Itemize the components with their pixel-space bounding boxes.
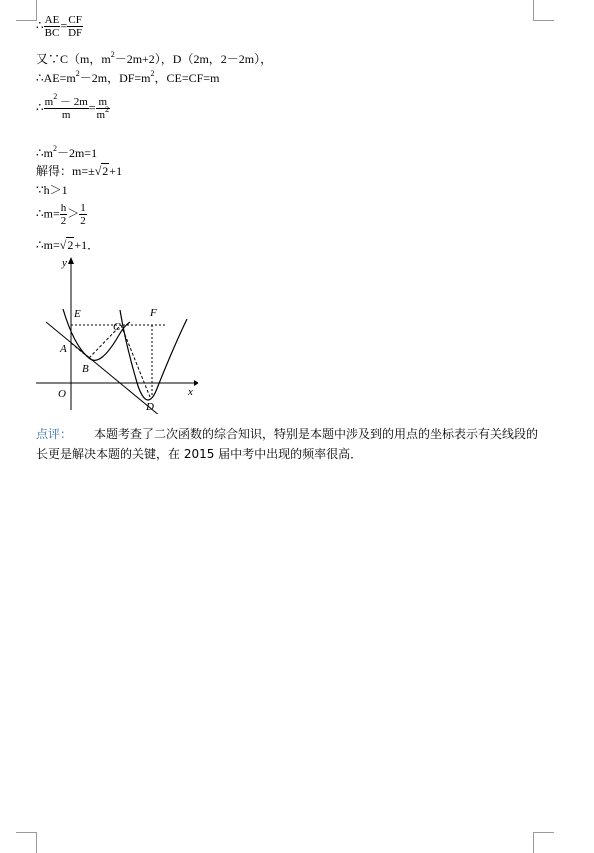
points-c-d-line: 又∵C（m，$m^2-2m+2$），D（2m，2－2m），: [36, 50, 273, 66]
fraction-left: $\frac{m^2 - 2m}{m}$: [44, 92, 88, 121]
sqrt-symbol: √2: [59, 238, 74, 252]
fraction-cf-df: $\frac{CF}{DF}$: [68, 14, 83, 39]
answer-line: ∴m=√2+1．: [36, 238, 100, 252]
label-e: E: [74, 308, 81, 320]
label-f: F: [150, 307, 157, 319]
segment-lengths-line: $\therefore AE=m^2-2m$，$DF=m^2$，CE=CF=m: [36, 69, 220, 85]
therefore-symbol: ∴: [36, 100, 44, 115]
label-a: A: [60, 343, 67, 355]
fraction-1-2: $\frac{1}{2}$: [80, 202, 86, 227]
comment-text: 本题考查了二次函数的综合知识，特别是本题中涉及到的用点的坐标表示有关线段的长更是解决本题的关键，在 2015 届中考中出现的频率很高．: [36, 427, 539, 461]
condition-line: ∵h＞1: [36, 183, 68, 197]
equation-ratio: ∴ $\frac{AE}{BC}$ = $\frac{CF}{DF}$: [36, 14, 83, 39]
page-corner-mark-bottom-right: [533, 832, 554, 853]
parabola-cd: [120, 310, 187, 400]
fraction-right: $\frac{m}{m^2}$: [96, 96, 110, 121]
equation-substituted: ∴ $\frac{m^2 - 2m}{m}$ = $\frac{m}{m^2}$: [36, 92, 110, 121]
comment-paragraph: [36, 424, 546, 464]
fraction-ae-bc: $\frac{AE}{BC}$: [44, 14, 60, 39]
parabola-figure: [34, 254, 198, 414]
solution-line: 解得：m=±√2+1: [36, 164, 123, 178]
line-ad: [46, 322, 160, 414]
inequality-line: ∴m= $\frac{h}{2}$ ＞ $\frac{1}{2}$: [36, 202, 86, 227]
equation-quadratic: $\therefore m^2-2m=1$: [36, 144, 98, 160]
label-b: B: [82, 363, 89, 375]
x-axis-arrow: [194, 380, 198, 386]
dashed-line-cd: [121, 325, 150, 397]
comment-tag: 点评：: [36, 427, 73, 441]
page-corner-mark-top-left: [16, 0, 37, 21]
fraction-h-2: $\frac{h}{2}$: [60, 202, 67, 227]
label-x: x: [188, 386, 193, 398]
label-d: D: [146, 401, 154, 413]
sqrt-symbol: √2: [94, 164, 109, 178]
y-axis-arrow: [68, 257, 74, 264]
label-o: O: [58, 388, 66, 400]
therefore-symbol: ∴: [36, 18, 44, 33]
page-corner-mark-bottom-left: [16, 832, 37, 853]
label-y: y: [62, 257, 67, 269]
label-c: C: [113, 321, 121, 333]
page-corner-mark-top-right: [533, 0, 554, 21]
